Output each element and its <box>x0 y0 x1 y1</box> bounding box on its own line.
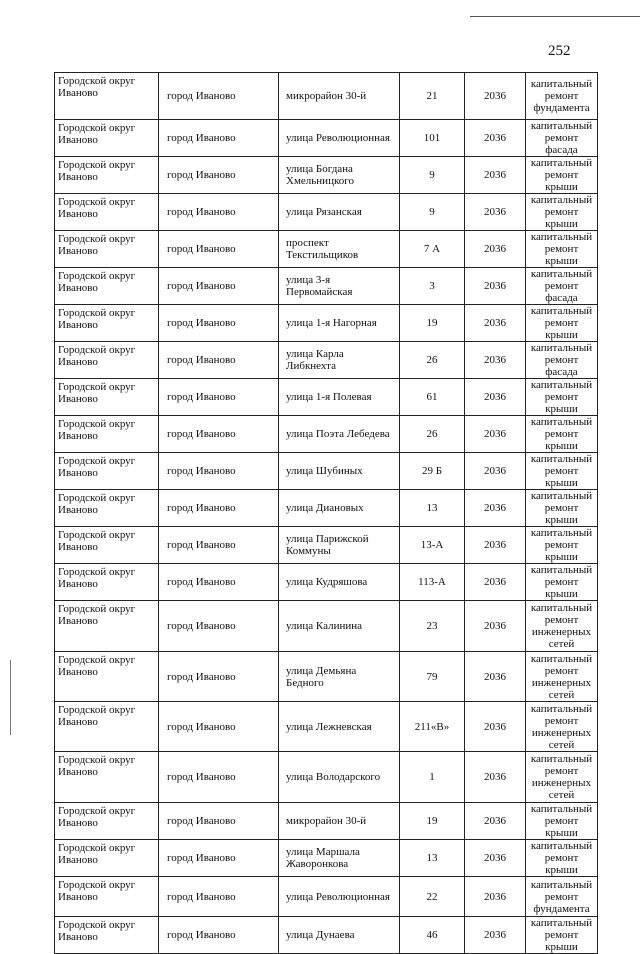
city-cell: город Иваново <box>159 379 279 416</box>
year-cell: 2036 <box>465 305 526 342</box>
street-cell: улица Рязанская <box>279 194 400 231</box>
table-row <box>55 305 598 342</box>
city-cell: город Иваново <box>159 268 279 305</box>
work-cell: капитальный ремонт инженерных сетей <box>526 702 598 752</box>
table-row <box>55 453 598 490</box>
city-cell: город Иваново <box>159 877 279 917</box>
street-cell: улица 1-я Нагорная <box>279 305 400 342</box>
district-cell: Городской округ Иваново <box>55 601 159 652</box>
work-cell: капитальный ремонт крыши <box>526 564 598 601</box>
table-row <box>55 752 598 803</box>
year-cell: 2036 <box>465 877 526 917</box>
year-cell: 2036 <box>465 194 526 231</box>
year-cell: 2036 <box>465 379 526 416</box>
district-cell: Городской округ Иваново <box>55 157 159 194</box>
street-cell: улица Калинина <box>279 601 400 652</box>
year-cell: 2036 <box>465 416 526 453</box>
repair-schedule-table <box>54 72 598 954</box>
street-cell: улица Шубиных <box>279 453 400 490</box>
work-cell: капитальный ремонт фасада <box>526 120 598 157</box>
house-cell: 1 <box>400 752 465 803</box>
table-row <box>55 840 598 877</box>
city-cell: город Иваново <box>159 752 279 803</box>
year-cell: 2036 <box>465 120 526 157</box>
year-cell: 2036 <box>465 490 526 527</box>
city-cell: город Иваново <box>159 564 279 601</box>
table-row <box>55 877 598 917</box>
district-cell: Городской округ Иваново <box>55 416 159 453</box>
table-row <box>55 157 598 194</box>
street-cell: улица Диановых <box>279 490 400 527</box>
table-body <box>55 73 598 954</box>
work-cell: капитальный ремонт фундамента <box>526 73 598 120</box>
district-cell: Городской округ Иваново <box>55 564 159 601</box>
work-cell: капитальный ремонт крыши <box>526 194 598 231</box>
district-cell: Городской округ Иваново <box>55 231 159 268</box>
house-cell: 79 <box>400 652 465 702</box>
city-cell: город Иваново <box>159 73 279 120</box>
table-row <box>55 416 598 453</box>
street-cell: улица Карла Либкнехта <box>279 342 400 379</box>
city-cell: город Иваново <box>159 652 279 702</box>
year-cell: 2036 <box>465 453 526 490</box>
city-cell: город Иваново <box>159 305 279 342</box>
house-cell: 7 А <box>400 231 465 268</box>
year-cell: 2036 <box>465 652 526 702</box>
district-cell: Городской округ Иваново <box>55 268 159 305</box>
house-cell: 46 <box>400 917 465 954</box>
city-cell: город Иваново <box>159 840 279 877</box>
year-cell: 2036 <box>465 840 526 877</box>
work-cell: капитальный ремонт крыши <box>526 803 598 840</box>
table-row <box>55 917 598 954</box>
table-row <box>55 803 598 840</box>
street-cell: улица Поэта Лебедева <box>279 416 400 453</box>
table-row <box>55 527 598 564</box>
year-cell: 2036 <box>465 342 526 379</box>
work-cell: капитальный ремонт крыши <box>526 527 598 564</box>
district-cell: Городской округ Иваново <box>55 877 159 917</box>
street-cell: улица Лежневская <box>279 702 400 752</box>
district-cell: Городской округ Иваново <box>55 453 159 490</box>
year-cell: 2036 <box>465 752 526 803</box>
year-cell: 2036 <box>465 917 526 954</box>
city-cell: город Иваново <box>159 342 279 379</box>
street-cell: улица Маршала Жаворонкова <box>279 840 400 877</box>
district-cell: Городской округ Иваново <box>55 490 159 527</box>
work-cell: капитальный ремонт инженерных сетей <box>526 601 598 652</box>
street-cell: улица 3-я Первомайская <box>279 268 400 305</box>
house-cell: 9 <box>400 157 465 194</box>
city-cell: город Иваново <box>159 917 279 954</box>
district-cell: Городской округ Иваново <box>55 379 159 416</box>
house-cell: 3 <box>400 268 465 305</box>
city-cell: город Иваново <box>159 194 279 231</box>
year-cell: 2036 <box>465 564 526 601</box>
district-cell: Городской округ Иваново <box>55 702 159 752</box>
work-cell: капитальный ремонт крыши <box>526 231 598 268</box>
table-row <box>55 73 598 120</box>
table-row <box>55 379 598 416</box>
city-cell: город Иваново <box>159 490 279 527</box>
district-cell: Городской округ Иваново <box>55 840 159 877</box>
city-cell: город Иваново <box>159 120 279 157</box>
street-cell: улица Парижской Коммуны <box>279 527 400 564</box>
house-cell: 61 <box>400 379 465 416</box>
year-cell: 2036 <box>465 157 526 194</box>
scan-margin-mark <box>10 660 11 735</box>
district-cell: Городской округ Иваново <box>55 803 159 840</box>
house-cell: 101 <box>400 120 465 157</box>
work-cell: капитальный ремонт инженерных сетей <box>526 652 598 702</box>
scan-edge-line <box>470 16 640 17</box>
table-row <box>55 601 598 652</box>
street-cell: микрорайон 30-й <box>279 803 400 840</box>
year-cell: 2036 <box>465 803 526 840</box>
street-cell: улица Кудряшова <box>279 564 400 601</box>
city-cell: город Иваново <box>159 416 279 453</box>
house-cell: 13 <box>400 490 465 527</box>
city-cell: город Иваново <box>159 231 279 268</box>
table-row <box>55 652 598 702</box>
year-cell: 2036 <box>465 527 526 564</box>
house-cell: 19 <box>400 803 465 840</box>
work-cell: капитальный ремонт фундамента <box>526 877 598 917</box>
district-cell: Городской округ Иваново <box>55 73 159 120</box>
work-cell: капитальный ремонт крыши <box>526 416 598 453</box>
year-cell: 2036 <box>465 73 526 120</box>
year-cell: 2036 <box>465 231 526 268</box>
street-cell: улица Демьяна Бедного <box>279 652 400 702</box>
city-cell: город Иваново <box>159 527 279 564</box>
year-cell: 2036 <box>465 702 526 752</box>
page-number: 252 <box>548 43 571 59</box>
work-cell: капитальный ремонт крыши <box>526 305 598 342</box>
house-cell: 19 <box>400 305 465 342</box>
district-cell: Городской округ Иваново <box>55 120 159 157</box>
house-cell: 26 <box>400 342 465 379</box>
street-cell: улица Володарского <box>279 752 400 803</box>
city-cell: город Иваново <box>159 453 279 490</box>
street-cell: улица Революционная <box>279 877 400 917</box>
table-row <box>55 231 598 268</box>
house-cell: 26 <box>400 416 465 453</box>
district-cell: Городской округ Иваново <box>55 527 159 564</box>
house-cell: 22 <box>400 877 465 917</box>
street-cell: улица 1-я Полевая <box>279 379 400 416</box>
district-cell: Городской округ Иваново <box>55 752 159 803</box>
house-cell: 211«В» <box>400 702 465 752</box>
district-cell: Городской округ Иваново <box>55 305 159 342</box>
work-cell: капитальный ремонт крыши <box>526 157 598 194</box>
work-cell: капитальный ремонт крыши <box>526 490 598 527</box>
work-cell: капитальный ремонт фасада <box>526 268 598 305</box>
district-cell: Городской округ Иваново <box>55 342 159 379</box>
street-cell: улица Революционная <box>279 120 400 157</box>
work-cell: капитальный ремонт инженерных сетей <box>526 752 598 803</box>
work-cell: капитальный ремонт фасада <box>526 342 598 379</box>
city-cell: город Иваново <box>159 702 279 752</box>
table-row <box>55 490 598 527</box>
house-cell: 23 <box>400 601 465 652</box>
table-row <box>55 702 598 752</box>
table-row <box>55 342 598 379</box>
city-cell: город Иваново <box>159 157 279 194</box>
district-cell: Городской округ Иваново <box>55 652 159 702</box>
year-cell: 2036 <box>465 601 526 652</box>
street-cell: микрорайон 30-й <box>279 73 400 120</box>
work-cell: капитальный ремонт крыши <box>526 840 598 877</box>
work-cell: капитальный ремонт крыши <box>526 379 598 416</box>
house-cell: 29 Б <box>400 453 465 490</box>
work-cell: капитальный ремонт крыши <box>526 453 598 490</box>
house-cell: 9 <box>400 194 465 231</box>
street-cell: проспект Текстильщиков <box>279 231 400 268</box>
house-cell: 13 <box>400 840 465 877</box>
house-cell: 13-А <box>400 527 465 564</box>
house-cell: 21 <box>400 73 465 120</box>
table-row <box>55 120 598 157</box>
year-cell: 2036 <box>465 268 526 305</box>
city-cell: город Иваново <box>159 803 279 840</box>
street-cell: улица Богдана Хмельницкого <box>279 157 400 194</box>
district-cell: Городской округ Иваново <box>55 917 159 954</box>
city-cell: город Иваново <box>159 601 279 652</box>
table-row <box>55 564 598 601</box>
district-cell: Городской округ Иваново <box>55 194 159 231</box>
house-cell: 113-А <box>400 564 465 601</box>
table-row <box>55 194 598 231</box>
street-cell: улица Дунаева <box>279 917 400 954</box>
work-cell: капитальный ремонт крыши <box>526 917 598 954</box>
table-row <box>55 268 598 305</box>
